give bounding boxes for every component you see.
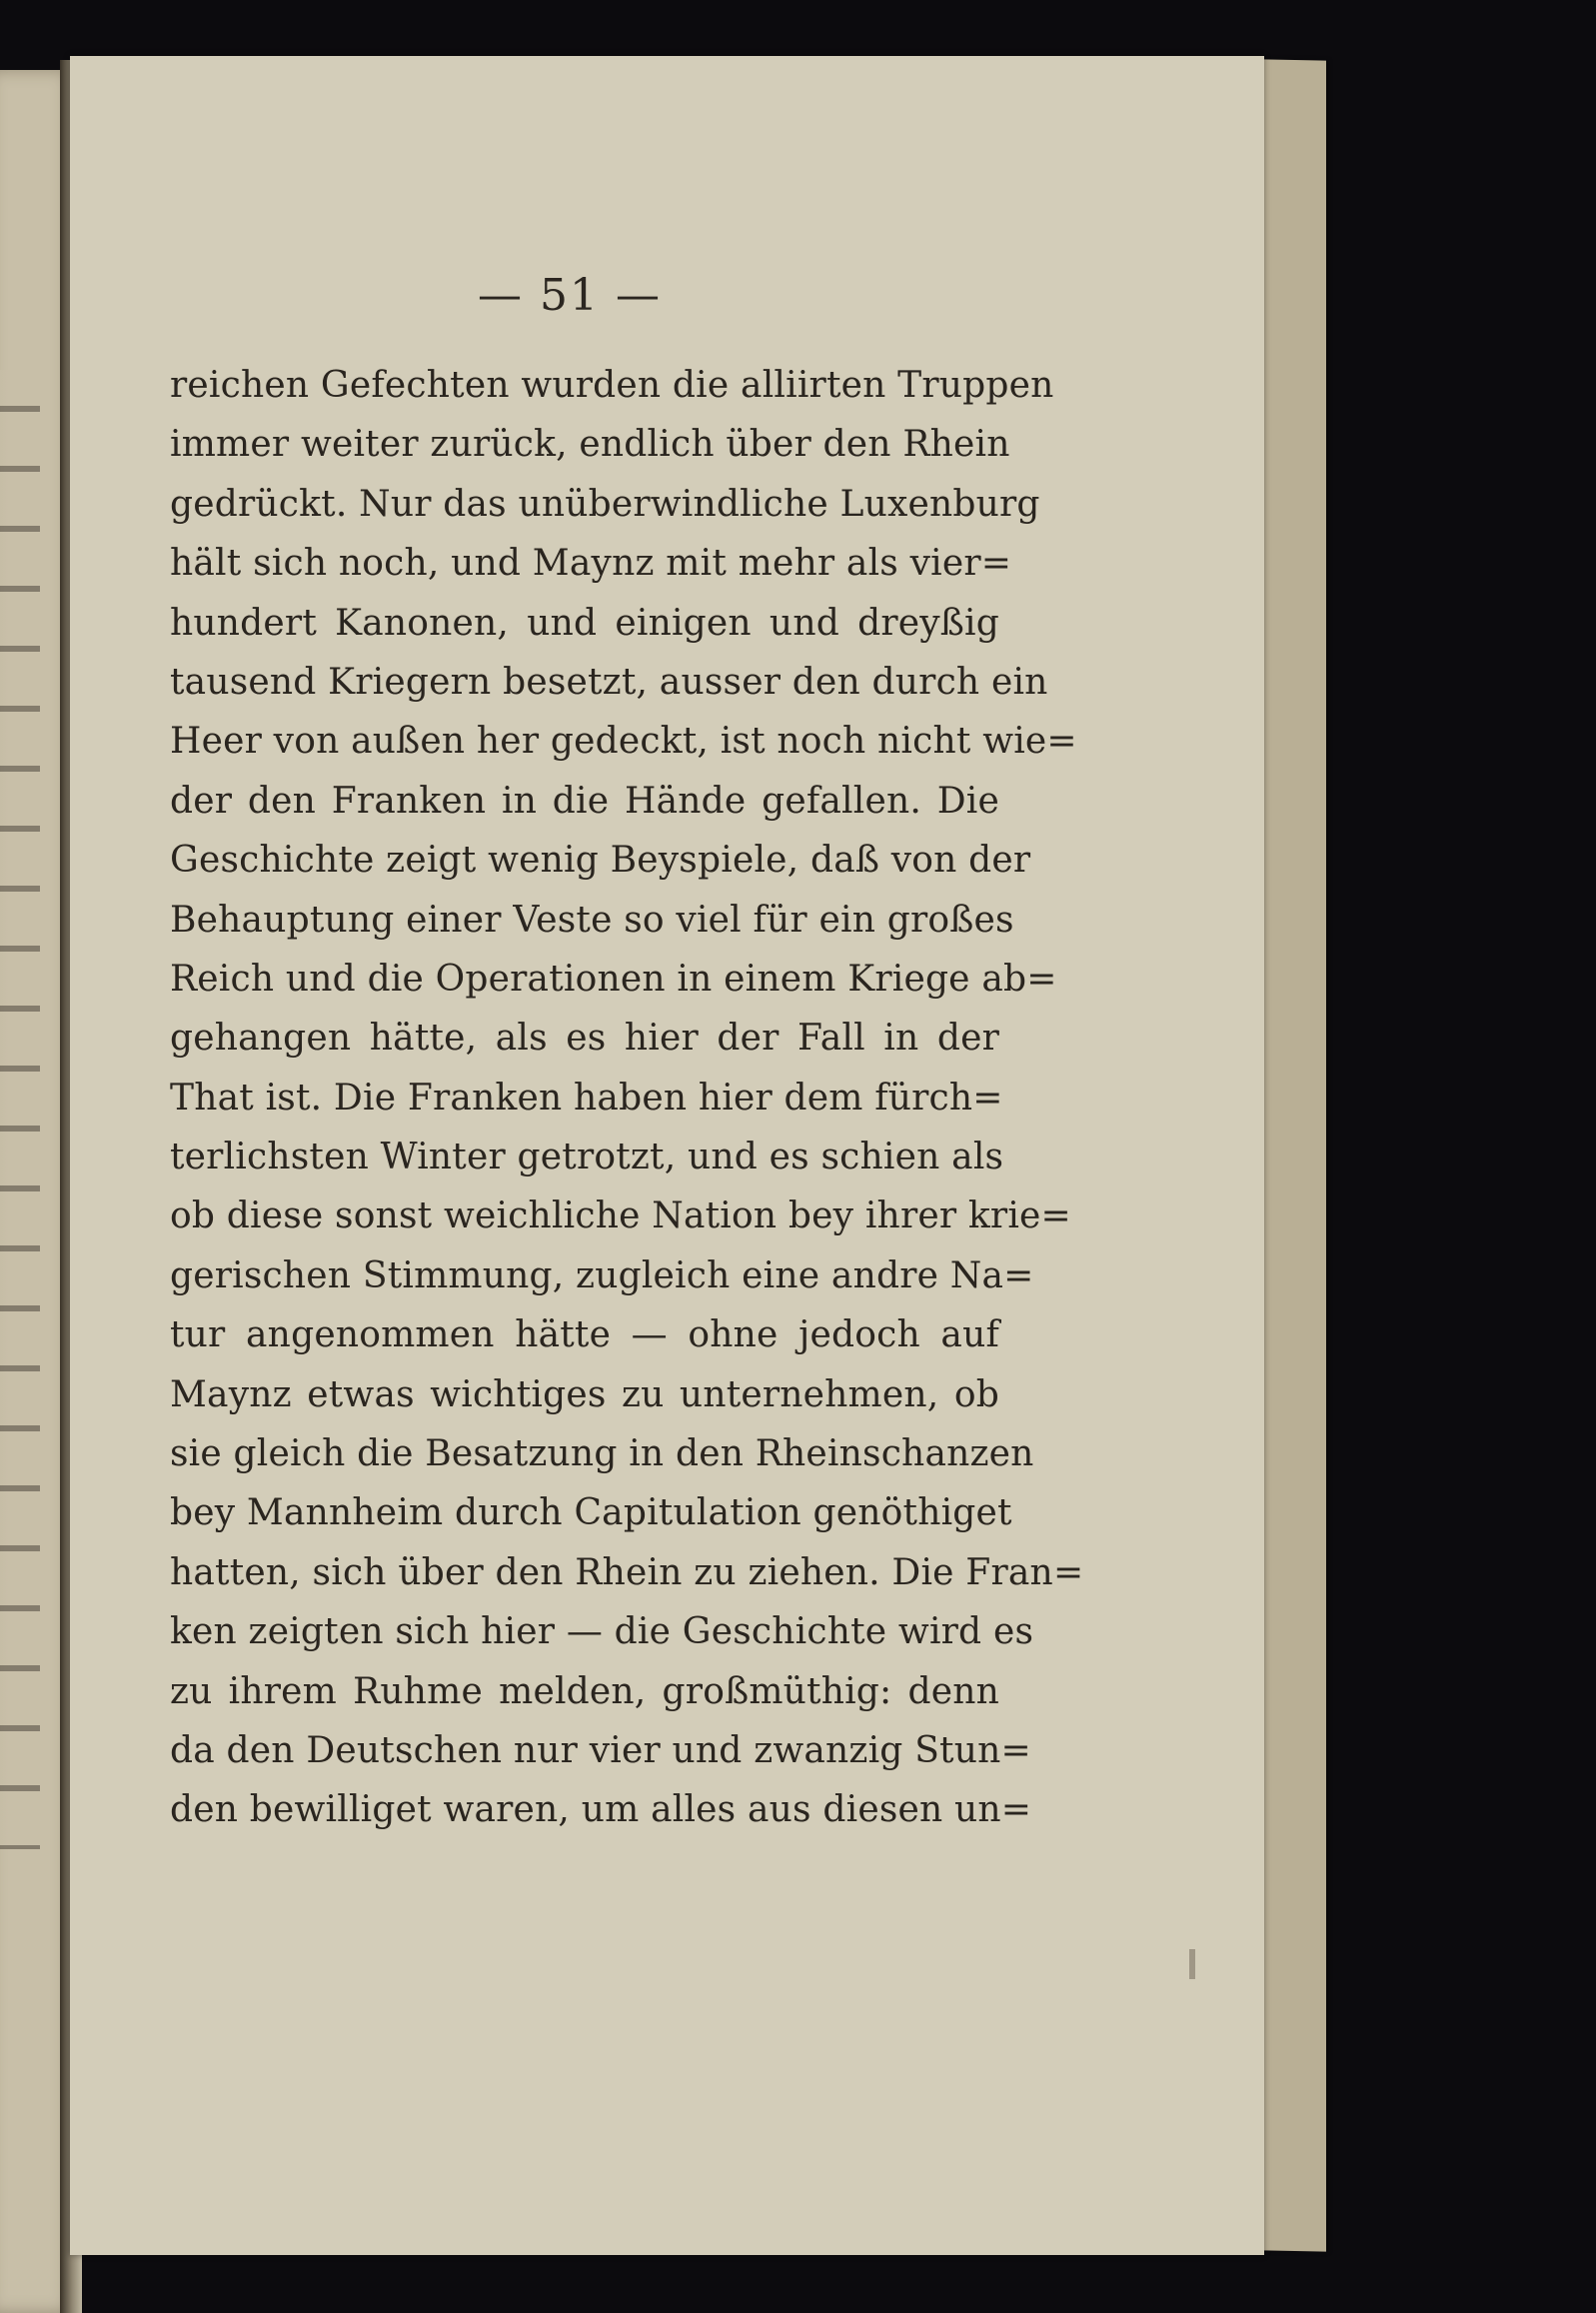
text-line: ken zeigten sich hier — die Geschichte wird es xyxy=(170,1611,1034,1653)
text-line: tausend Kriegern besetzt, ausser den durch ein xyxy=(170,661,1048,703)
text-line: tur angenommen hätte — ohne jedoch auf xyxy=(170,1314,999,1356)
text-line: hält sich noch, und Maynz mit mehr als vier= xyxy=(170,543,1012,585)
body-text xyxy=(170,356,1084,1840)
text-line: Behauptung einer Veste so viel für ein großes xyxy=(170,899,1014,941)
text-line: immer weiter zurück, endlich über den Rhein xyxy=(170,424,1010,466)
text-line: ob diese sonst weichliche Nation bey ihrer krie= xyxy=(170,1195,1071,1237)
text-line: Reich und die Operationen in einem Kriege ab= xyxy=(170,958,1057,1000)
text-line: gedrückt. Nur das unüberwindliche Luxenburg xyxy=(170,483,1040,525)
text-line: bey Mannheim durch Capitulation genöthiget xyxy=(170,1492,1012,1534)
page-edges xyxy=(1261,59,1326,2251)
page-number: — 51 — xyxy=(478,270,662,321)
text-line: zu ihrem Ruhme melden, großmüthig: denn xyxy=(170,1670,999,1712)
text-line: den bewilliget waren, um alles aus diesen un= xyxy=(170,1789,1032,1831)
text-line: sie gleich die Besatzung in den Rheinschanzen xyxy=(170,1433,1034,1475)
text-line: gehangen hätte, als es hier der Fall in der xyxy=(170,1018,999,1060)
text-line: der den Franken in die Hände gefallen. Die xyxy=(170,780,999,822)
text-line: hatten, sich über den Rhein zu ziehen. Die Fran= xyxy=(170,1551,1084,1593)
text-line: Heer von außen her gedeckt, ist noch nicht wie= xyxy=(170,721,1077,763)
text-line: Maynz etwas wichtiges zu unternehmen, ob xyxy=(170,1373,999,1415)
paper-speck xyxy=(1189,1949,1195,1979)
text-line: That ist. Die Franken haben hier dem fürch= xyxy=(170,1077,1003,1119)
text-line: gerischen Stimmung, zugleich eine andre Na= xyxy=(170,1254,1034,1296)
text-line: reichen Gefechten wurden die alliirten Truppen xyxy=(170,365,1054,406)
text-line: Geschichte zeigt wenig Beyspiele, daß von der xyxy=(170,840,1031,882)
text-line: terlichsten Winter getrotzt, und es schien als xyxy=(170,1137,1004,1178)
text-line: hundert Kanonen, und einigen und dreyßig xyxy=(170,602,999,644)
left-page-text-fragment xyxy=(0,370,40,1849)
text-line: da den Deutschen nur vier und zwanzig Stun= xyxy=(170,1729,1031,1771)
